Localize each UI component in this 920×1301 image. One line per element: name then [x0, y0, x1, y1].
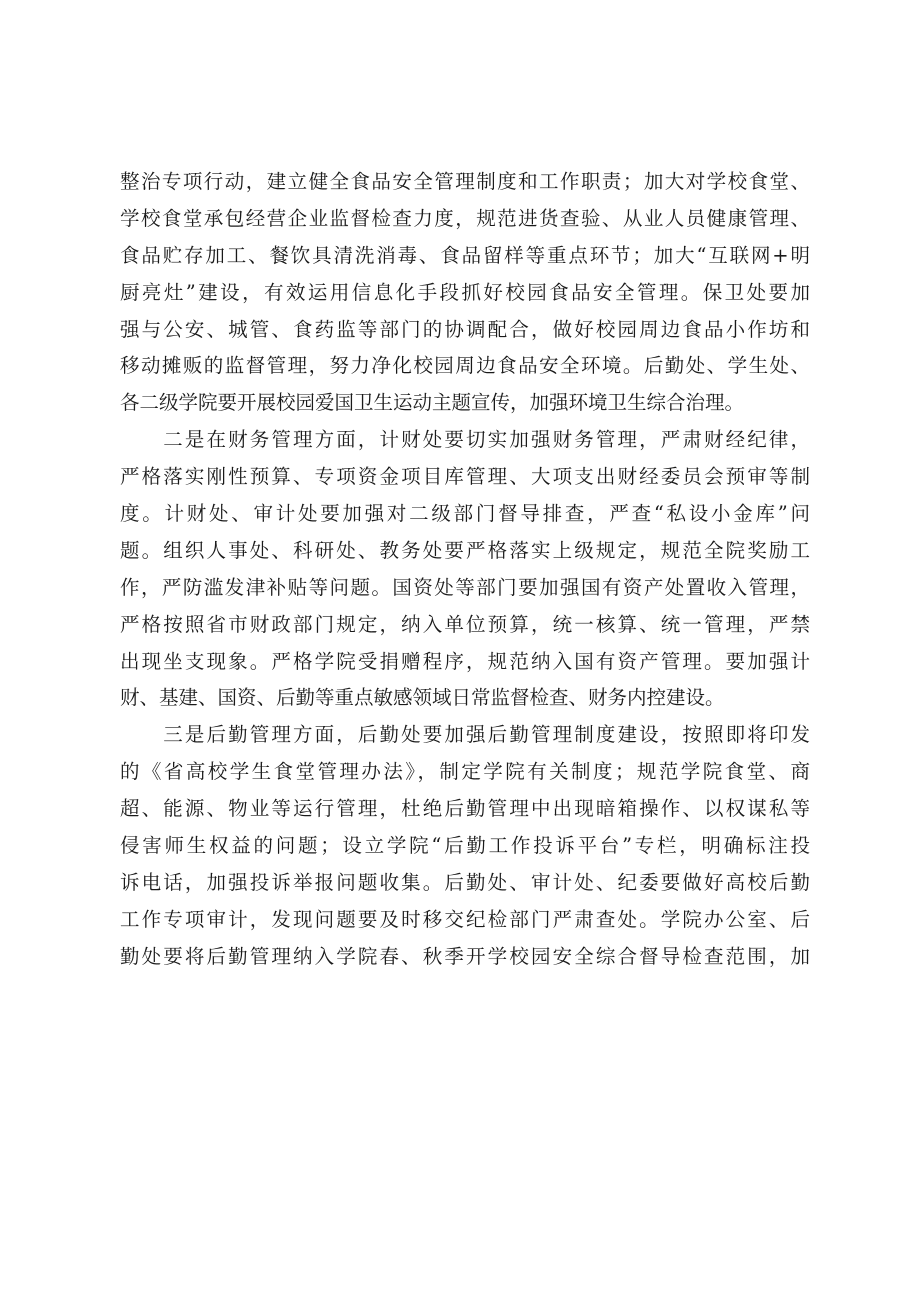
- text-line: 出现坐支现象。严格学院受捐赠程序，规范纳入国有资产管理。要加强计: [120, 649, 810, 673]
- text-line: 诉电话，加强投诉举报问题收集。后勤处、审计处、纪委要做好高校后勤: [120, 870, 810, 894]
- text-line: 作，严防滥发津补贴等问题。国资处等部门要加强国有资产处置收入管理，: [120, 575, 810, 599]
- paragraph-finance: [120, 422, 810, 717]
- text-line: 严格按照省市财政部门规定，纳入单位预算，统一核算、统一管理，严禁: [120, 612, 810, 636]
- document-body: [120, 164, 810, 976]
- text-line: 超、能源、物业等运行管理，杜绝后勤管理中出现暗箱操作、以权谋私等: [120, 797, 810, 821]
- text-line: 厨亮灶”建设，有效运用信息化手段抓好校园食品安全管理。保卫处要加: [120, 280, 810, 304]
- text-line: 整治专项行动，建立健全食品安全管理制度和工作职责；加大对学校食堂、: [120, 170, 810, 193]
- text-line: 二是在财务管理方面，计财处要切实加强财务管理，严肃财经纪律，: [120, 428, 810, 452]
- text-line: 侵害师生权益的问题；设立学院“后勤工作投诉平台”专栏，明确标注投: [120, 834, 810, 858]
- text-line: 财、基建、国资、后勤等重点敏感领域日常监督检查、财务内控建设。: [120, 686, 725, 710]
- text-line: 严格落实刚性预算、专项资金项目库管理、大项支出财经委员会预审等制: [120, 465, 810, 489]
- text-line: 各二级学院要开展校园爱国卫生运动主题宣传，加强环境卫生综合治理。: [120, 391, 745, 415]
- text-line: 食品贮存加工、餐饮具清洗消毒、食品留样等重点环节；加大“互联网+明: [120, 243, 810, 267]
- text-line: 移动摊贩的监督管理，努力净化校园周边食品安全环境。后勤处、学生处、: [120, 354, 810, 378]
- text-line: 学校食堂承包经营企业监督检查力度，规范进货查验、从业人员健康管理、: [120, 206, 810, 230]
- text-line: 度。计财处、审计处要加强对二级部门督导排查，严查“私设小金库”问: [120, 502, 810, 526]
- text-line: 三是后勤管理方面，后勤处要加强后勤管理制度建设，按照即将印发: [120, 723, 810, 747]
- text-line: 的《省高校学生食堂管理办法》，制定学院有关制度；规范学院食堂、商: [120, 760, 810, 784]
- paragraph-logistics: [120, 717, 810, 975]
- paragraph-food-safety: [120, 164, 810, 422]
- text-line: 工作专项审计，发现问题要及时移交纪检部门严肃查处。学院办公室、后: [120, 907, 810, 931]
- text-line: 强与公安、城管、食药监等部门的协调配合，做好校园周边食品小作坊和: [120, 317, 810, 341]
- text-line: 勤处要将后勤管理纳入学院春、秋季开学校园安全综合督导检查范围，加: [120, 944, 810, 968]
- text-line: 题。组织人事处、科研处、教务处要严格落实上级规定，规范全院奖励工: [120, 538, 810, 562]
